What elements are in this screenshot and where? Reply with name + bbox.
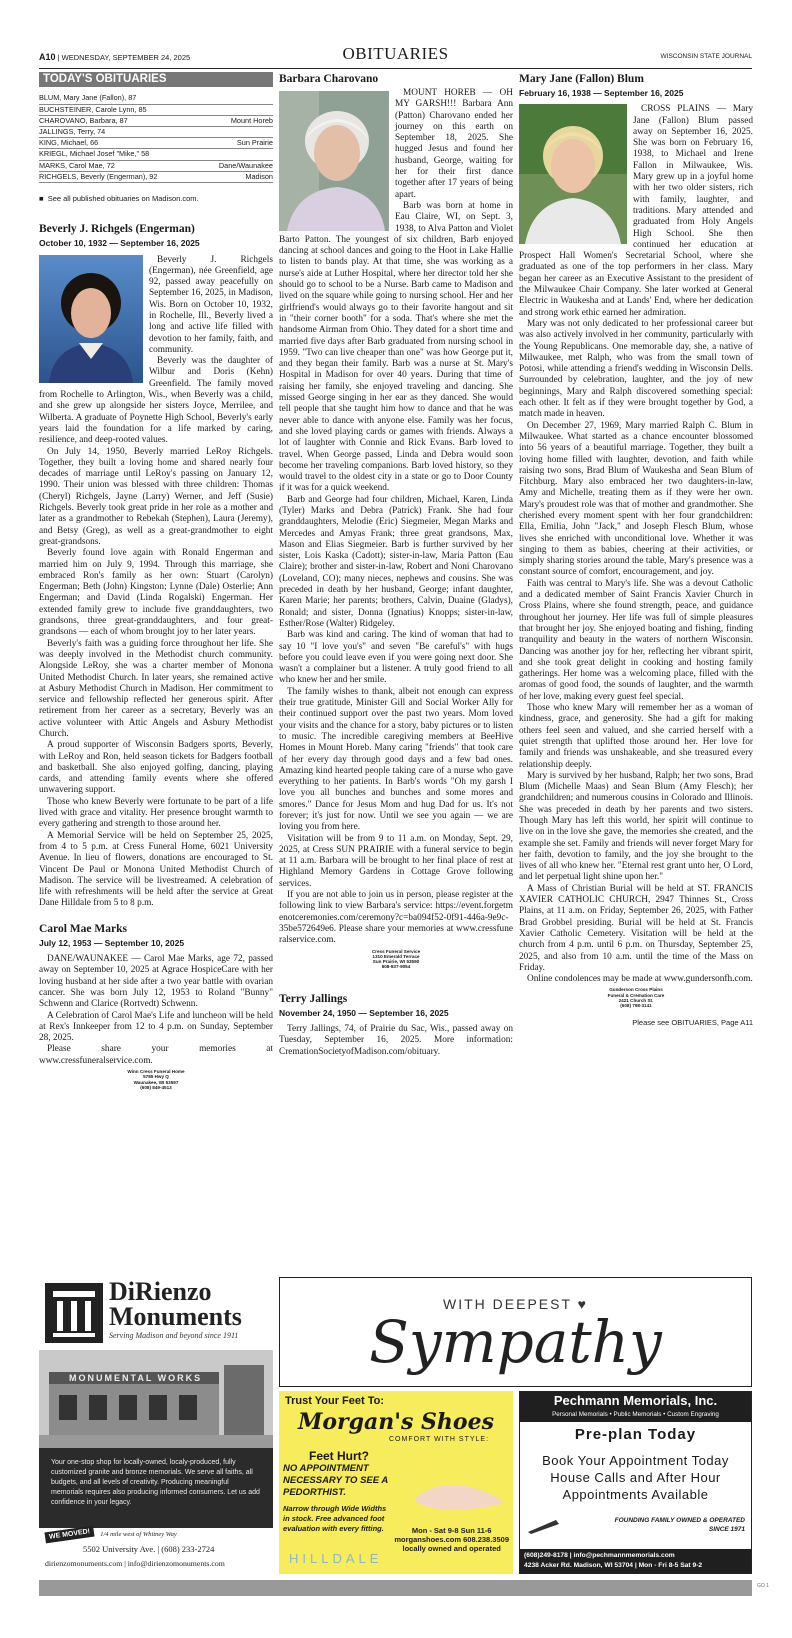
today-list-item[interactable] <box>39 116 273 127</box>
morgans-question: Feet Hurt? <box>309 1449 369 1463</box>
info-line: 1310 Emerald Terrace <box>372 953 420 959</box>
morgans-line: Narrow through Wide Widths <box>283 1504 387 1513</box>
ad-pechmann-memorials[interactable] <box>519 1391 752 1574</box>
paragraph: A Celebration of Carol Mae's Life and luncheon will be held at Rex's Innkeeper from 12 to 4 p.m. on Sunday, September 28, 2025. <box>39 1010 273 1044</box>
we-moved-badge: WE MOVED! <box>44 1526 94 1544</box>
pechmann-contact[interactable]: (608)249-8178 | info@pechmannmemorials.com <box>524 1552 675 1559</box>
see-all-text[interactable]: See all published obituaries on Madison.com. <box>47 193 199 203</box>
pechmann-line: Book Your Appointment Today <box>542 1453 729 1468</box>
paragraph: Barb and George had four children, Michael, Karen, Linda (Tyler) Marks and Debra (Patrick) Frank. She had four granddaughters, Melodie (Eric) Siegmeier, Megan Marks and Mercedes and Amyas Frank; three great grandsons, Max, Mason and Elias Siegmeier. Barb is further survived by her sister, Lois Kaska (Cadott); sister-in-law, Maria Patton (Eau Claire); brother and sister-in-law, Robert and Noni Charovano (Loveland, CO); many nieces, nephews and cousins. She was preceded in death by her husband, George; infant daughter, Karen Marie; her parents; brothers, Calvin, Duaine (Gladys), Ronald; and sister, Donna (Ignatius) Knopps; sister-in-law, Esther/Rose (Walter) Ridgeley. <box>279 494 513 629</box>
section-title: OBITUARIES <box>342 44 449 63</box>
page-date: WEDNESDAY, SEPTEMBER 24, 2025 <box>61 53 191 62</box>
paragraph: If you are not able to join us in person, please register at the following link to view Barbara's service: https://event.forgetmenotceremonies.com/ceremony?c=ba094f52-0f91-446a-9e9c-35be572649e6. Please share your memories at www.cressfuneralservice.com. <box>279 890 513 946</box>
column-1 <box>39 72 273 1092</box>
info-line: 608-837-9054 <box>381 964 411 970</box>
pechmann-header <box>520 1392 751 1422</box>
obit-dates-marks: July 12, 1953 — September 10, 2025 <box>39 937 185 948</box>
dirienzo-blurb: Your one-stop shop for locally-owned, localy-produced, fully customized granite and bronze memorials. We serve all faiths, all budgets, and all levels of creativity. Producing meaningful memorials requires also producing informed consumers. Let us add confidence in your legacy. <box>39 1448 273 1528</box>
dirienzo-web[interactable]: dirienzomonuments.com | info@dirienzomonuments.com <box>45 1559 225 1568</box>
today-list-item[interactable] <box>39 93 273 104</box>
morgans-brand: Morgan's Shoes <box>298 1409 494 1435</box>
todays-obituaries-heading: TODAY'S OBITUARIES <box>39 72 273 87</box>
obit-name-blum: Mary Jane (Fallon) Blum <box>519 73 644 85</box>
column-logo-icon <box>45 1283 103 1343</box>
paragraph: Barb was born at home in Eau Claire, WI, on Sept. 3, 1938, to Alva Patton and Violet Barto Patton. The youngest of six children, Barb enjoyed dancing at school dances and going to the Hoot in Lake Hallie to listen to bands play. At that time, she was working as a nurse's aide at Luther Hospital, where her director told her she should go to school to be a Nurse. Barb came to Madison and lived on the square while going to nursing school. Her and her girlfriend's would always go to their favorite hangout and sit in "their corner booth" for a soda. That's where she met the handsome Airman from Ohio. They dated for a short time and married five days after Barb graduated from nursing school in 1959. "Two can live cheaper than one" was how George put it, and they began their family. Barb was a nurse at St. Mary's Hospital in Madison for over 40 years. During that time of raising her family, she enjoyed traveling and dancing. She missed George singing in her ear as they danced. She would tell people that she taught him how to dance and that he was never able to dance with anyone else. Family was her focus, and she loved playing cards or games with friends. Always a lot of laughter with Connie and Rick Evans. Barb loved to travel. When George passed, Linda and Debra would soon become her traveling companions. Barb loved history, so they would travel to the oldest city in a state or go to Door County if it was for a quick weekend. <box>279 200 513 494</box>
page-code: GO 1 <box>757 1583 769 1589</box>
obit-name-jallings: Terry Jallings <box>279 992 348 1005</box>
morgans-line: evaluation with every fitting. <box>283 1524 384 1533</box>
ad-sympathy <box>279 1277 752 1387</box>
morgans-line: NO APPOINTMENT <box>283 1463 369 1474</box>
today-list-item[interactable] <box>39 149 273 160</box>
today-item-place: Mount Horeb <box>230 115 273 125</box>
paragraph: Beverly J. Richgels (Engerman), née Greenfield, age 92, passed away peacefully on September 16, 2025, in Madison, Wis. Born on October 10, 1932, in Rochelle, Ill., Beverly lived a long and active life filled with devotion to her family, faith, and community. <box>149 254 273 355</box>
funeral-home-charovano <box>279 949 513 970</box>
column-3 <box>519 72 753 1028</box>
pechmann-line: House Calls and After Hour <box>550 1470 721 1485</box>
paragraph: Beverly found love again with Ronald Engerman and married him on July 9, 1994. Through this marriage, she embraced Ron's family as her own: Stuart (Carolyn) Engerman; Beth (John) Kingston; Lynne (Dale) Osterlie; Ann Engerman; and David (Linda Rogalski) Engerman. Her extended family grew to include five granddaughters, two grandsons, three great-granddaughters, and four great-grandsons — each of whom brought joy to her later years. <box>39 548 273 638</box>
obit-dates-blum: February 16, 1938 — September 16, 2025 <box>519 88 684 98</box>
dirienzo-building-photo <box>39 1350 273 1448</box>
heart-icon: ♥ <box>577 1296 588 1312</box>
paragraph: Visitation will be from 9 to 11 a.m. on Monday, Sept. 29, 2025, at Cress SUN PRAIRIE with a funeral service to begin at 11 a.m. Barbara will be brought to her final place of rest at Highland Memory Gardens in Cottage Grove following services. <box>279 833 513 889</box>
pechmann-footer <box>520 1549 751 1573</box>
dirienzo-moved <box>45 1529 177 1540</box>
morgans-trust: Trust Your Feet To: <box>285 1395 385 1407</box>
today-item-name[interactable]: KING, Michael, 66 <box>39 138 99 148</box>
morgans-phone[interactable]: morganshoes.com 608.238.3509 <box>394 1535 509 1544</box>
today-item-name[interactable]: CHAROVANO, Barbara, 87 <box>39 115 128 125</box>
paragraph: Those who knew Beverly were fortunate to be part of a life lived with grace and vitality. Her presence brought warmth to every gathering and strength to those around her. <box>39 796 273 830</box>
paragraph: A Memorial Service will be held on September 25, 2025, from 4 to 5 p.m. at Cress Funeral Home, 6021 University Avenue. In lieu of flowers, donations are encouraged to St. Vincent De Paul or Monona United Methodist Church of Madison. The service will be livestreamed. A celebration of life with refreshments will be held after the service at Great Dane Hilldale from 5 to 8 p.m. <box>39 830 273 909</box>
pechmann-fam-line: FOUNDING FAMILY OWNED & OPERATED <box>614 1517 745 1524</box>
publication-name: WISCONSIN STATE JOURNAL <box>660 53 752 60</box>
page-folio: A10 | WEDNESDAY, SEPTEMBER 24, 2025 <box>39 52 191 62</box>
obit-dates-jallings: November 24, 1950 — September 16, 2025 <box>279 1007 449 1018</box>
paragraph: On December 27, 1969, Mary married Ralph C. Blum in Milwaukee. What started as a chance encounter blossomed into 56 years of a beautiful marriage. Together, they built a loving home filled with laughter, devotion, and faith while raising two sons, Brad Blum of Waukesha and Sean Blum of Fitchburg. Mary also embraced her two daughters-in-law, Amy and Michelle, treating them as if they were her own. Mary's proudest role was that of mother and grandmother. She cherished every moment spent with her four grandchildren: Ella, Emilia, John "Jack," and Joseph Flesch Blum, whose lives she enriched with unconditional love. Whether it was singing to them as babies, cheering at their activities, or simply sharing stories around the table, Mary's presence was a constant source of comfort, encouragement, and joy. <box>519 420 753 578</box>
info-line: Waunakee, WI 53597 <box>133 1079 179 1085</box>
obit-name-richgels: Beverly J. Richgels (Engerman) <box>39 223 195 236</box>
paragraph: A proud supporter of Wisconsin Badgers sports, Beverly, with LeRoy and Ron, held season tickets for Badgers football and basketball. She also enjoyed golfing, dancing, playing cards, and attending family events where she offered unwavering support. <box>39 740 273 796</box>
paragraph: Beverly was the daughter of Wilbur and Doris (Kehn) Greenfield. The family moved from Rochelle to Arlington, Wis., when Beverly was a child, and she grew up alongside her sisters Joyce, Merrilee, and Wilberta. A graduate of Poynette High School, Beverly's early years laid the foundation for a life marked by caring, resilience, and deep-rooted values. <box>39 356 273 446</box>
paragraph: CROSS PLAINS — Mary Jane (Fallon) Blum passed away on September 16, 2025. She was born on February 16, 1938, to Michael and Irene Fallon in Milwaukee, Wis. Mary grew up in a joyful home with her two older sisters, rich with family, laughter, and traditions. Mary attended and graduated from Holy Angels High School. She then continued her education at Prospect Hall Women's Secretarial School, where she graduated as one of the top performers in her class. Mary began her career as an Executive Assistant to the president of the Milwaukee Chair Company. She later worked at General Electric in Waukesha and at Lands' End, where her dedication and strong work ethic earned her admiration. <box>519 104 753 318</box>
pechmann-address: 4238 Acker Rd. Madison, WI 53704 | Mon - Fri 8-5 Sat 9-2 <box>524 1562 703 1569</box>
info-line: Cress Funeral Service <box>371 948 421 954</box>
morgans-contact <box>394 1526 509 1553</box>
paragraph: Online condolences may be made at www.gundersonfh.com. <box>527 974 753 985</box>
sympathy-small-text: WITH DEEPEST <box>443 1296 572 1312</box>
funeral-home-marks <box>39 1069 273 1090</box>
see-all-link[interactable]: ■ See all published obituaries on Madison.com. <box>39 193 199 203</box>
info-line: (608) 849-4513 <box>140 1084 172 1090</box>
obit-body-jallings <box>279 1024 513 1058</box>
info-line: (608) 798-3141 <box>620 1003 652 1009</box>
morgans-line: NECESSARY TO SEE A <box>283 1475 389 1486</box>
paragraph: A Mass of Christian Burial will be held at ST. FRANCIS XAVIER CATHOLIC CHURCH, 2947 Thinnes St., Cross Plains, at 11 a.m. on Friday, September 26, 2025, with Father Brad Grobbel presiding. Burial will be held at St. Francis Xavier Catholic Cemetery. Visitation will be held at the church from 4 p.m. until 6 p.m. on Thursday, September 25, 2025, and also from 10 a.m. until the time of the Mass on Friday. <box>519 883 753 973</box>
info-line: Sun Prairie, WI 53590 <box>372 959 420 965</box>
today-list-item[interactable] <box>39 138 273 149</box>
dirienzo-name-1: DiRienzo <box>109 1277 212 1306</box>
bottom-bar <box>39 1580 752 1596</box>
dirienzo-address: 5502 University Ave. | (608) 233-2724 <box>83 1544 215 1554</box>
paragraph: Barb was kind and caring. The kind of woman that had to say 10 "I love you's" and seven "Be careful's" with hugs before you could leave even if you were going next door. She wasn't a complainer but a listener. A truly good friend to all who knew her and her smile. <box>279 630 513 686</box>
obit-name-marks: Carol Mae Marks <box>39 922 127 935</box>
photo-mary-jane-blum <box>519 104 627 244</box>
dirienzo-building-sign: MONUMENTAL WORKS <box>69 1373 203 1383</box>
info-line: Funeral & Cremation Care <box>607 992 665 998</box>
morgans-owned: locally owned and operated <box>402 1544 501 1553</box>
paragraph: Beverly's faith was a guiding force throughout her life. She was deeply involved in the Methodist church community. Alongside LeRoy, she was a charter member of Monona United Methodist Church. In later years, she remained active at Asbury Methodist Church in Madison. Her commitment to service and fellowship reflected her generous spirit. After retirement from her career as a secretary, Beverly was an active volunteer with Attic Angels and Asbury Methodist Church. <box>39 638 273 739</box>
paragraph: MOUNT HOREB — OH MY GARSH!!! Barbara Ann (Patton) Charovano ended her journey on this earth on September 18, 2025. She hugged Jesus and found her husband, George, waiting for her for their first dance together after 17 years of being apart. <box>395 88 513 200</box>
today-item-name[interactable]: KRIEGL, Michael Josef "Mike," 58 <box>39 149 150 159</box>
page-header <box>39 44 752 69</box>
info-line: Gunderson Cross Plains <box>609 987 663 993</box>
obit-body-marks <box>39 954 273 1067</box>
dirienzo-name-2: Monuments <box>109 1302 242 1331</box>
today-item-name[interactable]: BLUM, Mary Jane (Fallon), 87 <box>39 93 137 103</box>
pechmann-fam-line: SINCE 1971 <box>708 1526 745 1533</box>
todays-obituaries-list <box>39 93 273 183</box>
hilldale-logo: HILLDALE <box>289 1551 383 1566</box>
info-line: Winn Cress Funeral Home <box>127 1069 185 1074</box>
paragraph: Please share your memories at www.cressfuneralservice.com. <box>39 1044 273 1066</box>
pechmann-preplan: Pre-plan Today <box>574 1426 697 1443</box>
paragraph: Mary was not only dedicated to her professional career but was also actively involved in her community, particularly with the Young Republicans. One memorable day, she, a native of Milwaukee, met Ralph, who was from the small town of Potosi, while attending a friend's wedding in Wisconsin Dells. Surrounded by celebration, laughter, and the joy of new beginnings, Mary and Ralph discovered something special: each other. It felt as if they were brought together by God, a match made in heaven. <box>519 318 753 420</box>
obit-dates-richgels: October 10, 1932 — September 16, 2025 <box>39 238 200 249</box>
pechmann-title: Pechmann Memorials, Inc. <box>553 1393 718 1408</box>
today-item-name[interactable]: RICHGELS, Beverly (Engerman), 92 <box>39 171 158 181</box>
pechmann-sub: Personal Memorials • Public Memorials • Custom Engraving <box>552 1411 719 1418</box>
today-item-name[interactable]: BUCHSTEINER, Carole Lynn, 85 <box>39 104 147 114</box>
chisel-icon <box>526 1516 562 1536</box>
ad-dirienzo-monuments[interactable] <box>39 1277 273 1574</box>
pechmann-line: Appointments Available <box>562 1487 709 1502</box>
morgans-hours: Mon - Sat 9-8 Sun 11-6 <box>411 1526 492 1535</box>
today-item-name[interactable]: JALLINGS, Terry, 74 <box>39 126 106 136</box>
pechmann-family <box>615 1516 745 1534</box>
morgans-widths <box>283 1504 386 1534</box>
today-item-name[interactable]: MARKS, Carol Mae, 72 <box>39 160 115 170</box>
paragraph: Terry Jallings, 74, of Prairie du Sac, Wis., passed away on Tuesday, September 16, 2025. More information: CremationSocietyofMadison.com/obituary. <box>279 1024 513 1057</box>
info-line: 5785 Hwy Q <box>143 1074 169 1080</box>
today-list-item[interactable] <box>39 105 273 116</box>
moved-note: 1/4 mile west of Whitney Way <box>100 1531 177 1538</box>
sympathy-script: Sympathy <box>369 1308 662 1376</box>
photo-barbara-charovano <box>279 91 389 231</box>
morgans-slogan: COMFORT WITH STYLE: <box>389 1436 490 1443</box>
today-item-place: Sun Prairie <box>236 138 273 148</box>
today-list-item[interactable] <box>39 161 273 172</box>
today-list-item[interactable] <box>39 127 273 138</box>
paragraph: Faith was central to Mary's life. She was a devout Catholic and a dedicated member of Saint Francis Xavier Church in Cross Plains, where she found strength, peace, and guidance throughout her journey. Her life was full of simple pleasures that brought her joy. She enjoyed boating and fishing, finding tranquility and beauty in the waters of northern Wisconsin. Dancing was another joy for her, reflecting her vibrant spirit, and she took great delight in cooking and hosting family gatherings. Her home was a welcoming place, filled with the aromas of good food, the sounds of laughter, and the warmth of her love, making every guest feel special. <box>519 578 753 702</box>
funeral-home-blum <box>519 987 753 1008</box>
continued-note[interactable]: Please see OBITUARIES, Page A11 <box>632 1017 753 1027</box>
photo-beverly-richgels <box>39 255 143 383</box>
morgans-line: PEDORTHIST. <box>283 1487 346 1498</box>
paragraph: On July 14, 1950, Beverly married LeRoy Richgels. Together, they built a loving home and shared nearly four decades of marriage until LeRoy's passing on January 12, 1990. Their union was blessed with three children: Thomas (Cheryl) Richgels, Jayne (Larry) Werner, and Jeff (Susie) Richgels. Beverly took great pride in her role as a mother and later as a grandmother to Rebekah (Stephen), Laura (Jeremy), and Betsy (Greg), as well as a great-grandmother to eight great-grandsons. <box>39 446 273 547</box>
today-item-place: Madison <box>245 171 273 181</box>
obit-name-charovano: Barbara Charovano <box>279 73 379 85</box>
morgans-line: in stock. Free advanced foot <box>283 1514 385 1523</box>
morgans-no-appt <box>283 1463 388 1499</box>
foot-icon <box>409 1459 509 1514</box>
pechmann-booking <box>520 1452 751 1503</box>
ad-morgans-shoes[interactable] <box>279 1391 513 1574</box>
info-line: 2421 Church St. <box>618 998 654 1004</box>
paragraph: DANE/WAUNAKEE — Carol Mae Marks, age 72, passed away on September 10, 2025 at Agrace HospiceCare with her loving husband at her side after a two year battle with ovarian cancer. She was born July 12, 1953 to Roland "Bunny" Schwenn and Clarice (Rortvedt) Schwenn. <box>39 954 273 1010</box>
paragraph: Mary is survived by her husband, Ralph; her two sons, Brad Blum (Michelle Maas) and Sean Blum (Amy Flesch); her grandchildren; and numerous cousins in Colorado and Illinois. She was preceded in death by her parents and two sisters. Though Mary has left this world, her spirit will continue to live on in the love she gave, the memories she created, and the example she set. Family and friends will never forget Mary for her faith, devotion to family, and the joy she brought to the lives of all who knew her. "Eternal rest grant unto her, O Lord, and let perpetual light shine upon her." <box>519 770 753 883</box>
page-number: A10 <box>39 52 56 62</box>
today-item-place: Dane/Waunakee <box>218 160 273 170</box>
paragraph: The family wishes to thank, albeit not enough can express their true gratitude, Minister Gill and Social Worker Ally for their continued support over the past two years. Mom loved your visits and the chance for a story, baby pictures or to listen to music. The incredible caregiving members at BeeHive Homes in Mount Horeb. Many caring "friends" that took care of her every day through good days and a few bad ones. Amazing kind hearted people taking care of a nurse who gave everything to her patients. In Barb's words "Oh my garsh I love you all bunches and bunches and some mores and smores." Dance for Jesus Mom and hug Dad for us. It's not forever; it's just for now. Until we see you again — we are loving you from here. <box>279 686 513 833</box>
today-list-item[interactable] <box>39 172 273 183</box>
column-2 <box>279 72 513 1058</box>
paragraph: Those who knew Mary will remember her as a woman of kindness, grace, and generosity. She had a gift for making others feel seen and valued, and she carried herself with a quiet strength that uplifted those around her. Her love for family and friends was unshakeable, and she treasured every relationship deeply. <box>519 703 753 770</box>
dirienzo-tagline: Serving Madison and beyond since 1911 <box>109 1331 239 1340</box>
